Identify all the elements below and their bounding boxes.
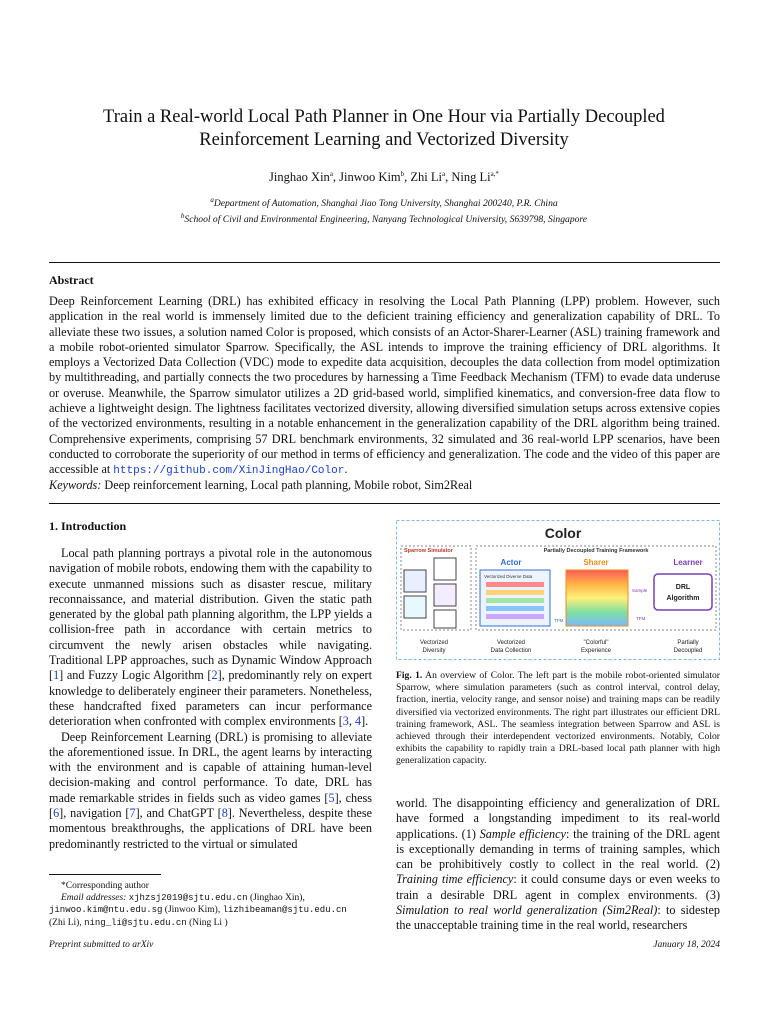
ref-5[interactable]: 5 xyxy=(328,790,335,805)
caption-text: An overview of Color. The left part is the mobile robot-oriented simulator Sparrow, where simulation parameters (such as control interval, control delay, fraction, inertia, velocity range, and sensor noise) and training maps can be readily diversified via vectorized environments. The right part illustrates our efficient DRL training framework, ASL. The seamless integration between Sparrow and ASL is achieved through their interdependent vectorized environments. Notably, Color exhibits the capability to rapidly train a DRL-based local path planner with high generalization capacity. xyxy=(396,670,720,767)
affiliation-b: $^b$School of Civil and Environmental Engineering, Nanyang Technological University, S639798, Singapore xyxy=(180,212,588,226)
thumb-3 xyxy=(434,558,456,580)
drl-label: DRL xyxy=(675,584,691,591)
title-line-1: Train a Real-world Local Path Planner in One Hour via Partially Decoupled xyxy=(103,107,665,127)
drl-algorithm-box xyxy=(654,574,712,610)
caption-label: Fig. 1. xyxy=(396,670,423,681)
framework-label: Partially Decoupled Training Framework xyxy=(543,548,649,554)
author-4: , Ning Li xyxy=(445,170,491,185)
term-sim2real: Simulation to real world generalization (Sim2Real) xyxy=(396,903,658,918)
label-vectorized-diversity-2: Diversity xyxy=(422,648,446,654)
ref-4[interactable]: 4 xyxy=(354,714,362,729)
thumb-2 xyxy=(404,596,426,618)
tfm-label-1: TFM xyxy=(554,618,564,623)
keywords-text: Deep reinforcement learning, Local path planning, Mobile robot, Sim2Real xyxy=(101,478,473,492)
data-bar xyxy=(486,614,544,619)
thumb-1 xyxy=(404,570,426,592)
code-link[interactable]: https://github.com/XinJingHao/Color xyxy=(113,465,345,478)
sample-label: Sample xyxy=(632,588,648,593)
sharer-label: Sharer xyxy=(583,558,609,567)
footer-preprint: Preprint submitted to arXiv xyxy=(49,940,154,950)
section-heading: 1. Introduction xyxy=(49,519,127,533)
affiliations xyxy=(60,194,708,226)
affiliation-a: $^a$Department of Automation, Shanghai Jiao Tong University, Shanghai 200240, P.R. China xyxy=(210,196,558,210)
label-decoupled-2: Decoupled xyxy=(673,648,703,654)
actor-label: Actor xyxy=(500,558,522,567)
email-label: Email addresses: xyxy=(61,893,127,904)
label-vdc-1: Vectorized xyxy=(496,640,526,646)
intro-right-column: world. The disappointing efficiency and generalization of DRL have formed a longstanding impediment to its real-world applications. (1) Sample efficiency: the training of the DRL agent is exceptionally demanding in terms of training samples, which can be prohibitively costly to collect in the real world. (2) Training time efficiency: it could consume days or even weeks to train a desirable DRL agent in complex environments. (3) Simulation to real world generalization (Sim2Real): to sidestep the unacceptable training time in the real world, researchers xyxy=(396,796,720,933)
ref-8[interactable]: 8 xyxy=(221,806,228,821)
author-3: , Zhi Li xyxy=(404,170,442,185)
label-vdc-2: Data Collection xyxy=(490,648,532,654)
term-training-time: Training time efficiency xyxy=(396,872,514,887)
ref-2[interactable]: 2 xyxy=(211,668,218,683)
intro-left-column xyxy=(49,546,372,852)
data-bar xyxy=(486,606,544,611)
abstract-heading: Abstract xyxy=(49,273,94,287)
thumb-5 xyxy=(434,610,456,628)
footnote-rule xyxy=(49,874,161,875)
intro-paragraph-1: Local path planning portrays a pivotal role in the autonomous navigation of mobile robots, endowing them with the capability to execute unmanned missions such as disaster rescue, military reconnaissance, and material distribution. Given the static path generated by the global path planning algorithm, the LPP yields a collision-free path in accordance with certain metrics to circumvent the newly arisen obstacles while navigating. Traditional LPP approaches, such as Dynamic Window Approach [1] and Fuzzy Logic Algorithm [2], predominantly rely on expert knowledge to deliberately engineer their parameters. Nonetheless, these handcrafted fixed parameters can incur performance deterioration when confronted with complex environments [3, 4]. xyxy=(49,546,372,729)
email-4[interactable]: ning_li@sjtu.edu.cn xyxy=(84,917,187,928)
label-vectorized-diversity-1: Vectorized xyxy=(419,640,449,646)
author-2: , Jinwoo Kim xyxy=(332,170,401,185)
author-1-affil: a xyxy=(329,170,333,178)
label-colorful-1: "Colorful" xyxy=(583,640,609,646)
author-1: Jinghao Xin xyxy=(269,170,330,185)
email-2[interactable]: jinwoo.kim@ntu.edu.sg xyxy=(49,905,163,916)
paper-title xyxy=(60,106,708,152)
ref-3[interactable]: 3 xyxy=(342,714,349,729)
footer-date: January 18, 2024 xyxy=(653,940,720,950)
data-bar xyxy=(486,582,544,587)
author-2-affil: b xyxy=(400,170,405,178)
intro-paragraph-2: Deep Reinforcement Learning (DRL) is promising to alleviate the aforementioned issue. In DRL, the agent learns by interacting with the environment and is capable of attaining human-level decision-making and control performance. To date, DRL has made remarkable strides in fields such as video games [5], chess [6], navigation [7], and ChatGPT [8]. Nevertheless, despite these momentous breakthroughs, the applications of DRL have been predominantly restricted to the virtual or simulated xyxy=(49,729,372,851)
abstract-bottom-rule xyxy=(49,503,720,504)
label-decoupled-1: Partially xyxy=(677,640,699,646)
author-3-affil: a xyxy=(441,170,446,178)
ref-1[interactable]: 1 xyxy=(53,668,60,683)
tfm-label-2: TFM xyxy=(636,616,646,621)
figure-title: Color xyxy=(544,525,582,541)
figure-caption xyxy=(396,670,720,768)
author-list xyxy=(60,170,708,185)
ref-7[interactable]: 7 xyxy=(129,806,136,821)
footnote: *Corresponding author Email addresses: xjhzsj2019@sjtu.edu.cn (Jinghao Xin), jinwoo.kim@ntu.edu.sg (Jinwoo Kim), lizhibeaman@sjtu.edu.cn (Zhi Li), ning_li@sjtu.edu.cn (Ning Li ) xyxy=(49,880,379,929)
data-bar xyxy=(486,598,544,603)
abstract-text: Deep Reinforcement Learning (DRL) has exhibited efficacy in resolving the Local Path Planning (LPP) problem. However, such application in the real world is immensely limited due to the deficient training efficiency and generalization capability of DRL. To alleviate these two issues, a solution named Color is proposed, which consists of an Actor-Sharer-Learner (ASL) training framework and a mobile robot-oriented simulator Sparrow. Specifically, the ASL intends to improve the training efficiency of DRL algorithms. It employs a Vectorized Data Collection (VDC) mode to expedite data acquisition, decouples the data collection from model optimization by multithreading, and partially connects the two procedures by harnessing a Time Feedback Mechanism (TFM) to evade data underuse or overuse. Meanwhile, the Sparrow simulator utilizes a 2D grid-based world, simplified kinematics, and conversion-free data flow to achieve a lightweight design. The lightness facilitates vectorized diversity, allowing diversified simulation setups across extensive copies of the vectorized environments, resulting in a notable enhancement in the generalization capability of the DRL algorithm being trained. Comprehensive experiments, comprising 57 DRL benchmark environments, 32 simulated and 36 real-world LPP scenarios, have been conducted to corroborate the superiority of our method in terms of efficiency and generalization. The code and the video of this paper are accessible at xyxy=(49,294,720,477)
vdd-label: Vectorized Diverse Data xyxy=(484,574,533,579)
sparrow-label: Sparrow Simulator xyxy=(404,548,453,554)
sharer-box xyxy=(566,570,628,626)
label-colorful-2: Experience xyxy=(580,648,612,654)
algorithm-label: Algorithm xyxy=(666,595,700,602)
figure-1 xyxy=(396,520,720,660)
data-bar xyxy=(486,590,544,595)
email-3[interactable]: lizhibeaman@sjtu.edu.cn xyxy=(222,905,347,916)
abstract-top-rule xyxy=(49,262,720,263)
thumb-4 xyxy=(434,584,456,606)
keywords xyxy=(49,478,472,493)
keywords-label: Keywords: xyxy=(49,478,102,492)
author-4-affil: a,* xyxy=(490,170,499,178)
learner-label: Learner xyxy=(673,558,703,567)
ref-6[interactable]: 6 xyxy=(53,806,60,821)
term-sample-efficiency: Sample efficiency xyxy=(479,826,566,841)
corresponding-author: *Corresponding author xyxy=(61,881,149,891)
abstract-body: Deep Reinforcement Learning (DRL) has exhibited efficacy in resolving the Local Path Planning (LPP) problem. However, such application in the real world is immensely limited due to the deficient training efficiency and generalization capability of DRL. To alleviate these two issues, a solution named Color is proposed, which consists of an Actor-Sharer-Learner (ASL) training framework and a mobile robot-oriented simulator Sparrow. Specifically, the ASL intends to improve the training efficiency of DRL algorithms. It employs a Vectorized Data Collection (VDC) mode to expedite data acquisition, decouples the data collection from model optimization by multithreading, and partially connects the two procedures by harnessing a Time Feedback Mechanism (TFM) to evade data underuse or overuse. Meanwhile, the Sparrow simulator utilizes a 2D grid-based world, simplified kinematics, and conversion-free data flow to achieve a lightweight design. The lightness facilitates vectorized diversity, allowing diversified simulation setups across extensive copies of the vectorized environments, resulting in a notable enhancement in the generalization capability of the DRL algorithm being trained. Comprehensive experiments, comprising 57 DRL benchmark environments, 32 simulated and 36 real-world LPP scenarios, have been conducted to corroborate the superiority of our method in terms of efficiency and generalization. The code and the video of this paper are accessible at https://github.com/XinJingHao/Color. xyxy=(49,294,720,478)
title-line-2: Reinforcement Learning and Vectorized Diversity xyxy=(199,130,569,150)
email-1[interactable]: xjhzsj2019@sjtu.edu.cn xyxy=(128,893,248,904)
